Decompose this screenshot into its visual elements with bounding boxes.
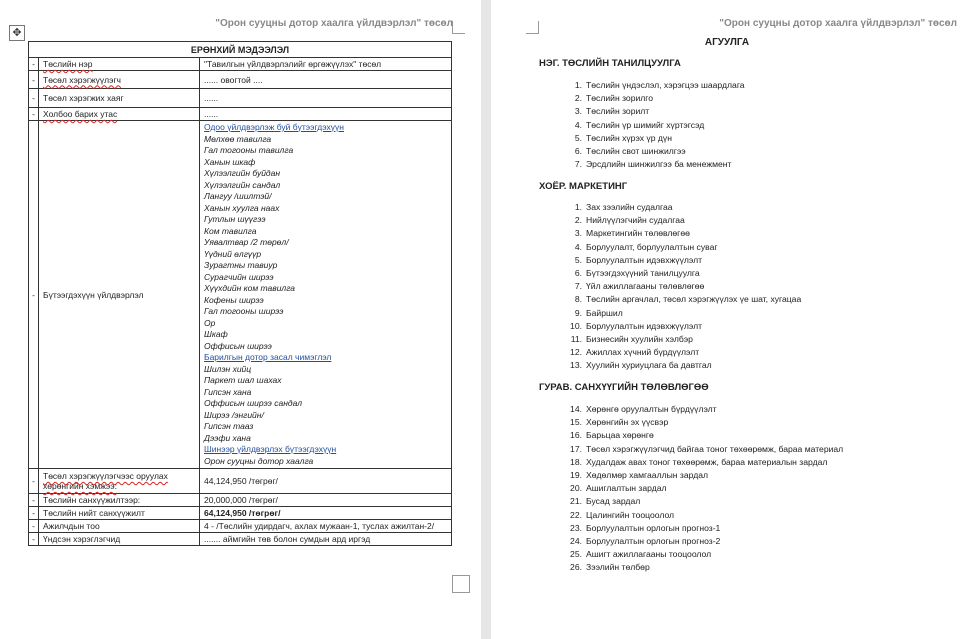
toc-item-number: 11. [570, 334, 582, 345]
toc-item-number: 3. [574, 106, 582, 117]
toc-item[interactable] [567, 145, 745, 158]
table-row [29, 469, 452, 494]
toc-item[interactable] [567, 509, 843, 522]
toc-list-section-3 [567, 403, 843, 575]
toc-item-number: 16. [570, 430, 582, 441]
list-item: Оффисын ширээ сандал [204, 398, 302, 408]
list-item: Ор [204, 317, 216, 328]
page-gap [481, 0, 491, 639]
toc-item-text: Хөрөнгийн эх үүсвэр [586, 417, 669, 428]
table-row [29, 108, 452, 121]
toc-item-text: Төслийн зорилт [586, 106, 650, 117]
toc-item[interactable] [567, 307, 801, 320]
row-label: Бүтээгдэхүүн үйлдвэрлэл [39, 121, 200, 469]
toc-item[interactable] [567, 201, 801, 214]
margin-corner-mark [452, 21, 465, 34]
toc-item-text: Борлуулалт, борлуулалтын суваг [586, 241, 718, 252]
list-item: Гипсэн хана [204, 386, 252, 397]
list-item: Лангуу /шилтэй/ [204, 191, 272, 201]
table-resize-handle[interactable] [452, 575, 470, 593]
list-item: Мөлхөө тавилга [204, 133, 272, 144]
toc-item-text: Байршил [586, 307, 623, 318]
general-info-table [28, 41, 452, 546]
toc-item-text: Зах зээлийн судалгаа [586, 202, 673, 212]
row-value: "Тавилгын үйлдвэрлэлийг өргөжүүлэх" төсөл [200, 58, 452, 71]
list-item: Шкаф [204, 329, 228, 339]
list-heading-link[interactable]: Шинээр үйлдвэрлэх бүтээгдэхүүн [204, 444, 337, 454]
toc-item-text: Борлуулалтын идэвхжүүлэлт [586, 320, 703, 331]
toc-item-text: Төсөл хэрэгжүүлэгчид байгаа тоног төхөөрөмж, бараа материал [586, 443, 844, 454]
toc-item-text: Төслийн үндэслэл, хэрэгцээ шаардлага [586, 80, 745, 90]
toc-item[interactable] [567, 482, 843, 495]
toc-item-text: Зээлийн төлбөр [586, 562, 650, 573]
toc-item-text: Хуулийн хуриуцлага ба давтгал [586, 360, 712, 371]
toc-item[interactable] [567, 535, 843, 548]
toc-item-number: 4. [574, 119, 582, 130]
toc-item-text: Төслийн аргачлал, төсөл хэрэгжүүлэх үе шат, хугацаа [586, 294, 802, 305]
products-list [200, 121, 452, 469]
toc-item-number: 1. [574, 80, 582, 90]
toc-item-text: Худалдаж авах тоног төхөөрөмж, бараа материалын зардал [586, 456, 828, 467]
toc-item-text: Цалингийн тооцоолол [586, 509, 675, 520]
toc-item-text: Төслийн үр шимийг хүртэгсэд [586, 119, 705, 130]
list-item: Хүлээлгийн буйдан [204, 168, 281, 178]
toc-item[interactable] [567, 227, 801, 240]
toc-item-text: Төслийн свот шинжилгээ [586, 146, 686, 157]
list-item: Сурагчийн ширээ [204, 271, 274, 282]
toc-item[interactable] [567, 443, 843, 456]
list-heading-link[interactable]: Барилгын дотор засал чимэглэл [204, 352, 332, 362]
toc-item[interactable] [567, 119, 745, 132]
toc-item[interactable] [567, 495, 843, 508]
toc-section-heading: ГУРАВ. САНХҮҮГИЙН ТӨЛӨВЛӨГӨӨ [539, 382, 709, 393]
toc-item-number: 22. [570, 509, 582, 520]
list-item: Гутлын шүүгээ [204, 214, 266, 224]
page-right [491, 0, 963, 639]
list-item: Зурагтны тавиур [204, 260, 278, 270]
table-title-row [29, 42, 452, 58]
table-row [29, 520, 452, 533]
row-value: 64,124,950 /төгрөг/ [200, 507, 452, 520]
toc-item-text: Нийлүүлэгчийн судалгаа [586, 215, 685, 226]
toc-item[interactable] [567, 132, 745, 145]
row-value: ...... овогтой .... [200, 71, 452, 89]
toc-item-text: Борлуулалтын идэвхжүүлэлт [586, 254, 703, 265]
row-bullet: - [29, 58, 39, 71]
toc-section-heading: НЭГ. ТӨСЛИЙН ТАНИЛЦУУЛГА [539, 58, 681, 69]
toc-item-text: Үйл ажиллагааны төлөвлөгөө [586, 281, 705, 292]
row-label: Холбоо барих утас [39, 108, 200, 121]
table-row-products [29, 121, 452, 469]
toc-item-text: Бизнесийн хуулийн хэлбэр [586, 334, 693, 345]
toc-item-number: 7. [574, 159, 582, 170]
toc-item-number: 12. [570, 347, 582, 358]
toc-item[interactable] [567, 346, 801, 359]
list-item: Уявалтвар /2 төрөл/ [204, 237, 289, 247]
page-header: "Орон сууцны дотор хаалга үйлдвэрлэл" төсөл [215, 18, 453, 29]
toc-item-number: 20. [570, 483, 582, 494]
toc-item[interactable] [567, 561, 843, 574]
toc-item-text: Барьцаа хөрөнгө [586, 430, 654, 441]
page-header: "Орон сууцны дотор хаалга үйлдвэрлэл" төсөл [719, 18, 957, 29]
table-row [29, 71, 452, 89]
list-item: Гал тогооны тавилга [204, 145, 294, 155]
toc-item[interactable] [567, 469, 843, 482]
list-item: Дээфи хана [204, 432, 251, 443]
toc-item-number: 5. [574, 132, 582, 143]
list-item: Орон сууцны дотор хаалга [204, 455, 314, 466]
toc-item-number: 8. [574, 294, 582, 305]
row-label: Төслийн нэр [39, 58, 200, 71]
toc-item-text: Хөрөнгө оруулалтын бүрдүүлэлт [586, 404, 717, 414]
table-row [29, 507, 452, 520]
toc-item[interactable] [567, 214, 801, 227]
list-item: Оффисын ширээ [204, 340, 272, 351]
toc-item[interactable] [567, 158, 745, 171]
toc-item[interactable] [567, 105, 745, 118]
table-row [29, 533, 452, 546]
row-label: Үндсэн хэрэглэгчид [39, 533, 200, 546]
toc-item[interactable] [567, 456, 843, 469]
row-bullet: - [29, 507, 39, 520]
margin-corner-mark [526, 21, 539, 34]
toc-section-heading: ХОЁР. МАРКЕТИНГ [539, 181, 628, 192]
toc-item[interactable] [567, 333, 801, 346]
list-item: Ханын шкаф [204, 156, 256, 167]
row-value: ...... [200, 89, 452, 108]
toc-item-number: 17. [570, 443, 582, 454]
toc-item-text: Төслийн хүрэх үр дүн [586, 132, 672, 143]
list-item: Гипсэн тааз [204, 421, 254, 431]
row-bullet: - [29, 89, 39, 108]
toc-item-text: Борлуулалтын орлогын прогноз-1 [586, 522, 721, 533]
toc-item-number: 21. [570, 496, 582, 507]
list-item: Хүүхдийн ком тавилга [204, 283, 296, 293]
row-value: 20,000,000 /төгрөг/ [200, 494, 452, 507]
toc-item-number: 9. [574, 307, 582, 318]
list-item: Хүлээлгийн сандал [204, 179, 281, 190]
row-label: Төсөл хэрэгжүүлэгчээс оруулах хөрөнгийн хэмжээ: [39, 469, 200, 494]
row-value: ...... [200, 108, 452, 121]
toc-item-text: Ашигт ажиллагааны тооцоолол [586, 549, 712, 560]
toc-item-number: 2. [574, 215, 582, 226]
row-bullet: - [29, 108, 39, 121]
toc-item[interactable] [567, 79, 745, 92]
toc-item-number: 4. [574, 241, 582, 252]
row-bullet: - [29, 71, 39, 89]
row-bullet: - [29, 533, 39, 546]
toc-list-section-1 [567, 79, 745, 171]
toc-title: АГУУЛГА [704, 37, 750, 48]
row-bullet: - [29, 469, 39, 494]
row-bullet: - [29, 494, 39, 507]
table-row [29, 494, 452, 507]
toc-item-text: Төслийн зорилго [586, 93, 654, 104]
toc-item[interactable] [567, 359, 801, 372]
table-row [29, 58, 452, 71]
row-value: 4 - /Төслийн удирдагч, ахлах мужаан-1, туслах ажилтан-2/ [200, 520, 452, 533]
list-item: Ширээ /энгийн/ [204, 409, 264, 420]
toc-item[interactable] [567, 254, 801, 267]
toc-item[interactable] [567, 280, 801, 293]
toc-item[interactable] [567, 92, 745, 105]
list-item: Шилэн хийц [204, 363, 252, 374]
row-label: Төслийн санхүүжилтээр: [39, 494, 200, 507]
table-title: ЕРӨНХИЙ МЭДЭЭЛЭЛ [29, 42, 452, 58]
table-row [29, 89, 452, 108]
toc-item-number: 14. [570, 404, 582, 414]
row-label: Төсөл хэрэгжүүлэгч [39, 71, 200, 89]
table-move-handle-icon[interactable]: ✥ [9, 25, 25, 41]
list-item: Паркет шал шахах [204, 375, 282, 385]
toc-item-number: 18. [570, 456, 582, 467]
toc-item[interactable] [567, 293, 801, 306]
toc-item-text: Ашиглалтын зардал [586, 483, 667, 494]
row-label: Ажилчдын тоо [39, 520, 200, 533]
row-bullet: - [29, 520, 39, 533]
toc-item-number: 5. [574, 254, 582, 265]
toc-item-number: 15. [570, 417, 582, 428]
toc-item-number: 24. [570, 536, 582, 547]
list-item: Кофены ширээ [204, 294, 264, 305]
toc-item-number: 23. [570, 522, 582, 533]
toc-item[interactable] [567, 320, 801, 333]
toc-item-number: 2. [574, 93, 582, 104]
toc-item[interactable] [567, 267, 801, 280]
toc-item-number: 13. [570, 360, 582, 371]
toc-item[interactable] [567, 416, 843, 429]
toc-item-number: 3. [574, 228, 582, 239]
toc-item-number: 19. [570, 470, 582, 481]
toc-list-section-2 [567, 201, 801, 373]
list-item: Ханын хуулга наах [204, 202, 280, 213]
toc-item-text: Борлуулалтын орлогын прогноз-2 [586, 536, 721, 547]
toc-item-number: 7. [574, 281, 582, 292]
toc-item-text: Бүтээгдэхүүний танилцуулга [586, 268, 700, 279]
row-value: ....... аймгийн төв болон сумдын ард иргэд [200, 533, 452, 546]
toc-item-text: Маркетингийн төлөвлөгөө [586, 228, 690, 239]
toc-item-number: 26. [570, 562, 582, 573]
toc-item-text: Бусад зардал [586, 496, 641, 507]
toc-item-text: Эрсдлийн шинжилгээ ба менежмент [586, 159, 732, 170]
toc-item-number: 6. [574, 268, 582, 279]
toc-item-number: 6. [574, 146, 582, 157]
list-item: Гал тогооны ширээ [204, 306, 284, 316]
list-item: Үүдний өлгүүр [204, 248, 262, 259]
toc-item[interactable] [567, 403, 843, 416]
row-value: 44,124,950 /төгрөг/ [200, 469, 452, 494]
toc-item[interactable] [567, 522, 843, 535]
row-label: Төсөл хэрэгжих хаяг [39, 89, 200, 108]
toc-item[interactable] [567, 429, 843, 442]
list-item: Ком тавилга [204, 225, 257, 236]
page-left [0, 0, 481, 639]
row-bullet: - [29, 121, 39, 469]
toc-item-text: Ажиллах хүчний бүрдүүлэлт [586, 347, 700, 358]
toc-item-number: 10. [570, 320, 582, 331]
toc-item-text: Хөдөлмөр хамгааллын зардал [586, 470, 709, 481]
list-heading-link[interactable]: Одоо үйлдвэрлэж буй бүтээгдэхүүн [204, 122, 344, 132]
toc-item[interactable] [567, 548, 843, 561]
toc-item-number: 1. [574, 202, 582, 212]
row-label: Төслийн нийт санхүүжилт [39, 507, 200, 520]
toc-item-number: 25. [570, 549, 582, 560]
toc-item[interactable] [567, 241, 801, 254]
